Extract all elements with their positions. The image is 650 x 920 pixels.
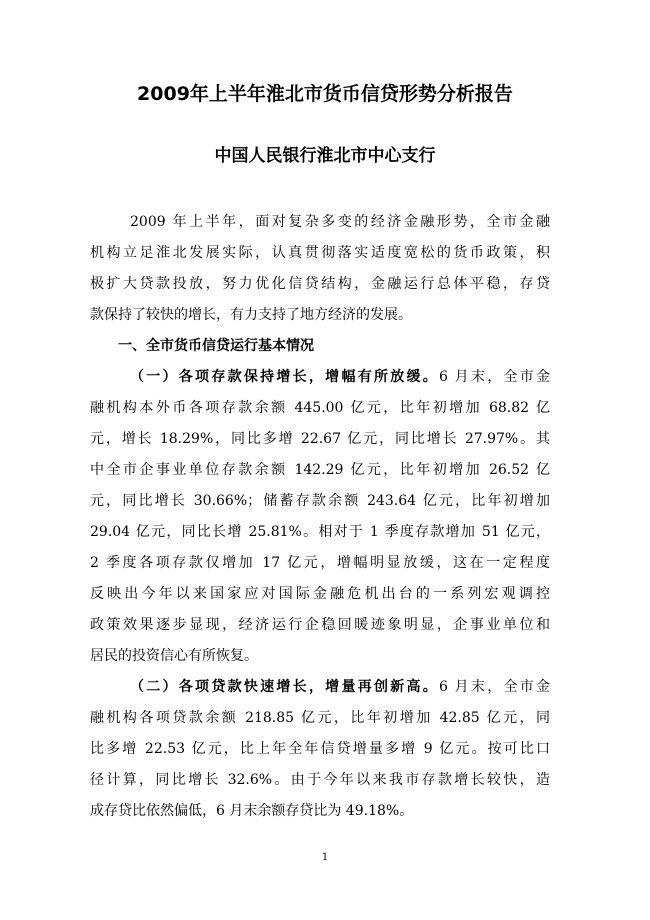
report-title: 2009年上半年淮北市货币信贷形势分析报告	[137, 83, 513, 105]
item2-line: 比多增 22.53 亿元，比上年全年信贷增量多增 9 亿元。按可比口	[90, 741, 550, 757]
item1-first-line	[90, 362, 550, 393]
item1-line: 居民的投资信心有所恢复。	[90, 648, 258, 664]
item1-first-rest: 6 月末，全市金	[439, 369, 550, 385]
item1-line: 政策效果逐步显现，经济运行企稳回暖迹象明显，企事业单位和	[90, 617, 550, 633]
item2-line: 融机构各项贷款余额 218.85 亿元，比年初增加 42.85 亿元，同	[90, 710, 550, 726]
section-heading: 一、全市货币信贷运行基本情况	[118, 338, 314, 354]
intro-line: 机构立足淮北发展实际，认真贯彻落实适度宽松的货币政策，积	[90, 245, 550, 261]
issuer-subtitle: 中国人民银行淮北市中心支行	[214, 146, 436, 166]
intro-line: 极扩大贷款投放，努力优化信贷结构，金融运行总体平稳，存贷	[90, 276, 550, 292]
item1-line: 29.04 亿元，同比长增 25.81%。相对于 1 季度存款增加 51 亿元，	[90, 524, 550, 540]
report-body	[90, 207, 550, 827]
item1-lead: （一）各项存款保持增长，增幅有所放缓。	[130, 369, 440, 385]
item2-lead: （二）各项贷款快速增长，增量再创新高。	[130, 679, 440, 695]
item2-line: 成存贷比依然偏低，6 月末余额存贷比为 49.18%。	[90, 803, 414, 819]
item1-line: 反映出今年以来国家应对国际金融危机出台的一系列宏观调控	[90, 586, 550, 602]
item1-line: 中全市企事业单位存款余额 142.29 亿元，比年初增加 26.52 亿	[90, 462, 550, 478]
intro-line: 款保持了较快的增长，有力支持了地方经济的发展。	[90, 307, 412, 323]
item1-line: 融机构本外币各项存款余额 445.00 亿元，比年初增加 68.82 亿	[90, 400, 550, 416]
item1-line: 元，增长 18.29%，同比多增 22.67 亿元，同比增长 27.97%。其	[90, 431, 550, 447]
item2-first-rest: 6 月末，全市金	[439, 679, 550, 695]
item1-line: 元，同比增长 30.66%；储蓄存款余额 243.64 亿元，比年初增加	[90, 493, 550, 509]
item2-line: 径计算，同比增长 32.6%。由于今年以来我市存款增长较快，造	[90, 772, 550, 788]
item1-line: 2 季度各项存款仅增加 17 亿元，增幅明显放缓，这在一定程度	[90, 555, 550, 571]
item2-first-line	[90, 672, 550, 703]
intro-line: 2009 年上半年，面对复杂多变的经济金融形势，全市金融	[130, 214, 550, 230]
page-number: 1	[321, 852, 329, 863]
